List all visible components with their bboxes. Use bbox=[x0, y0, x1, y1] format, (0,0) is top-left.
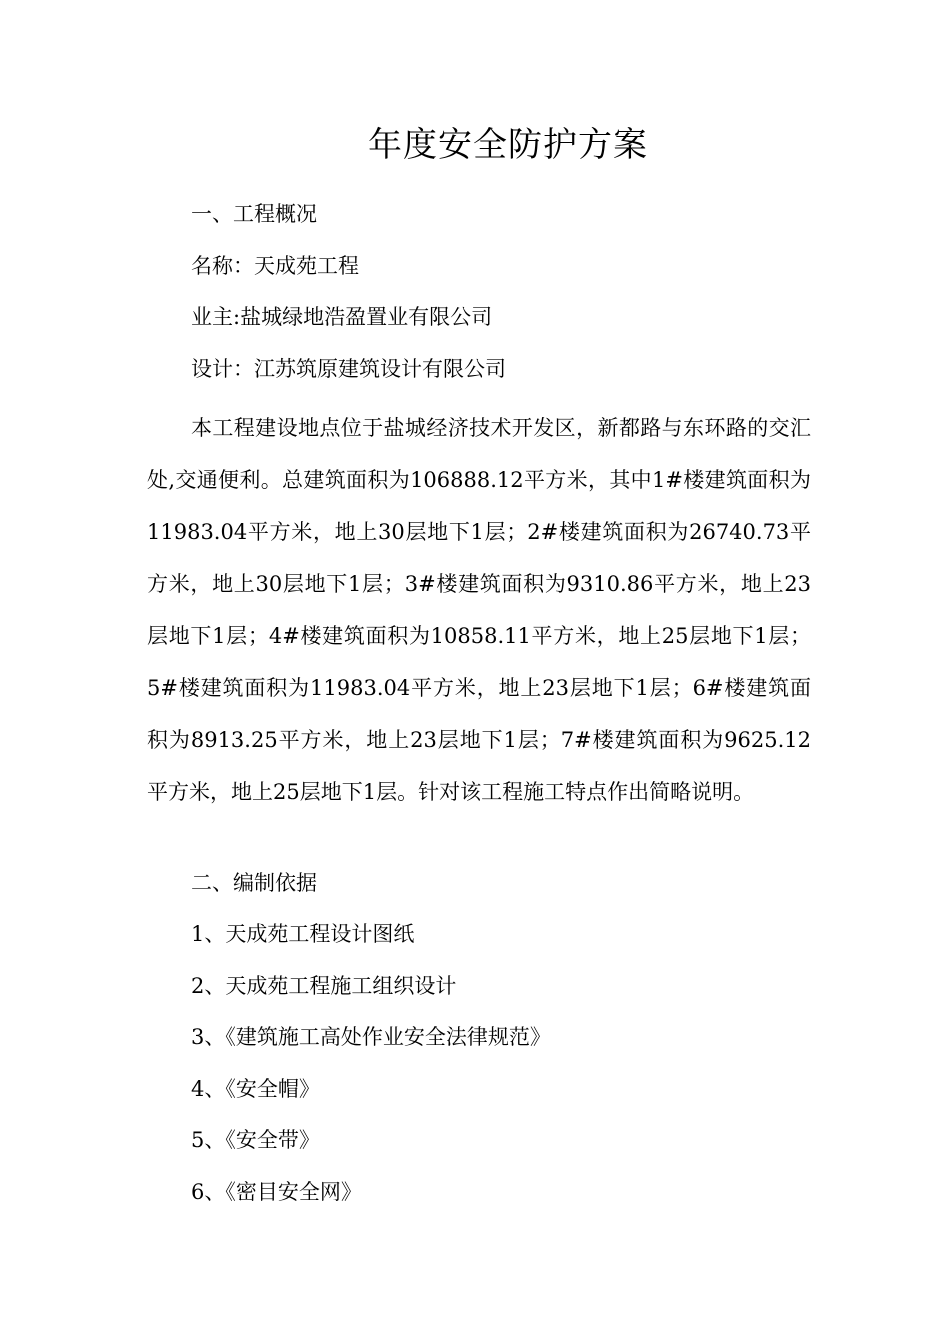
document-title: 年度安全防护方案 bbox=[368, 125, 648, 165]
section1-heading: 一、工程概况 bbox=[191, 202, 317, 226]
basis-item: 3、《建筑施工高处作业安全法律规范》 bbox=[191, 1025, 551, 1049]
basis-item: 1、天成苑工程设计图纸 bbox=[191, 922, 415, 946]
basis-item: 6、《密目安全网》 bbox=[191, 1180, 362, 1204]
project-owner-line: 业主:盐城绿地浩盈置业有限公司 bbox=[191, 305, 493, 329]
basis-item: 4、《安全帽》 bbox=[191, 1077, 320, 1101]
basis-item: 5、《安全带》 bbox=[191, 1128, 320, 1152]
project-overview-paragraph: 本工程建设地点位于盐城经济技术开发区，新都路与东环路的交汇处,交通便利。总建筑面积为106888.12平方米，其中1#楼建筑面积为11983.04平方米，地上30层地下1层；2#楼建筑面积为26740.73平方米，地上30层地下1层；3#楼建筑面积为9310.86平方米，地上23层地下1层；4#楼建筑面积为10858.11平方米，地上25层地下1层；5#楼建筑面积为11983.04平方米，地上23层地下1层；6#楼建筑面积为8913.25平方米，地上23层地下1层；7#楼建筑面积为9625.12平方米，地上25层地下1层。针对该工程施工特点作出简略说明。 bbox=[147, 416, 811, 804]
section2-heading: 二、编制依据 bbox=[191, 871, 317, 895]
basis-item: 2、天成苑工程施工组织设计 bbox=[191, 974, 457, 998]
project-design-line: 设计：江苏筑原建筑设计有限公司 bbox=[191, 357, 506, 381]
project-name-line: 名称：天成苑工程 bbox=[191, 254, 359, 278]
